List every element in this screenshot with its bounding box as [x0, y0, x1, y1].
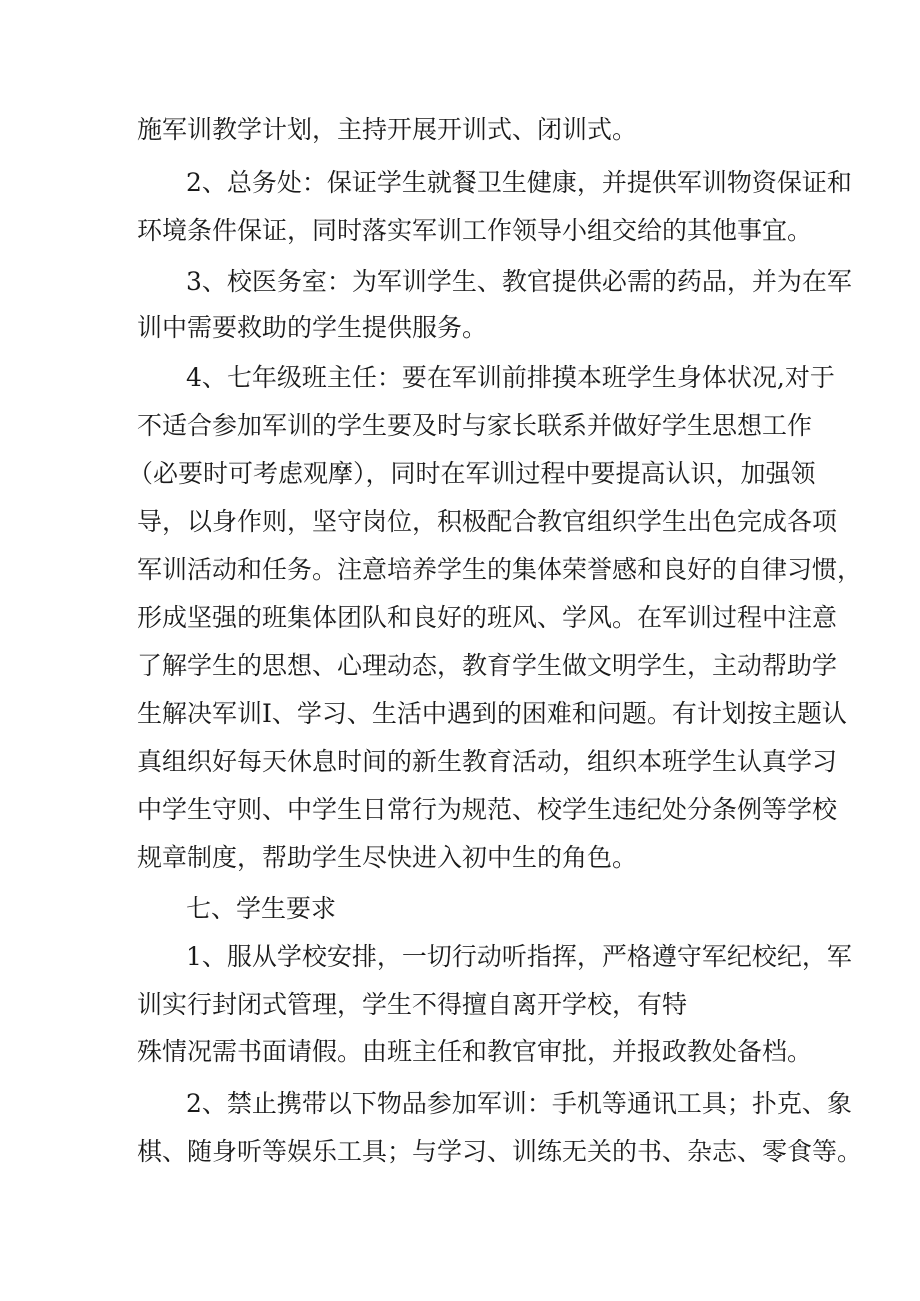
text-line: 环境条件保证，同时落实军训工作领导小组交给的其他事宜。	[137, 216, 813, 245]
text-line: 3、校医务室：为军训学生、教官提供必需的药品，并为在军	[186, 267, 852, 296]
text-line: 施军训教学计划，主持开展开训式、闭训式。	[137, 115, 638, 144]
text-line: 导，以身作则，坚守岗位，积极配合教官组织学生出色完成各项	[137, 507, 838, 536]
text-line: 2、总务处：保证学生就餐卫生健康，并提供军训物资保证和	[186, 168, 852, 197]
text-line: 形成坚强的班集体团队和良好的班风、学风。在军训过程中注意	[137, 603, 838, 632]
text-line: 中学生守则、中学生日常行为规范、校学生违纪处分条例等学校	[137, 795, 838, 824]
text-line: 生解决军训I、学习、生活中遇到的困难和问题。有计划按主题认	[137, 699, 847, 728]
text-line: 1、服从学校安排，一切行动听指挥，严格遵守军纪校纪，军	[186, 942, 852, 971]
text-line: 棋、随身听等娱乐工具；与学习、训练无关的书、杂志、零食等。	[137, 1137, 863, 1166]
section-heading: 七、学生要求	[186, 894, 337, 923]
text-line: 2、禁止携带以下物品参加军训：手机等通讯工具；扑克、象	[186, 1089, 852, 1118]
text-line: 了解学生的思想、心理动态，教育学生做文明学生，主动帮助学	[137, 651, 838, 680]
text-line: 军训活动和任务。注意培养学生的集体荣誉感和良好的自律习惯，	[137, 555, 863, 584]
text-line: 殊情况需书面请假。由班主任和教官审批，并报政教处备档。	[137, 1037, 813, 1066]
text-line: 真组织好每天休息时间的新生教育活动，组织本班学生认真学习	[137, 747, 838, 776]
text-line: 不适合参加军训的学生要及时与家长联系并做好学生思想工作	[137, 411, 813, 440]
text-line: 训中需要救助的学生提供服务。	[137, 313, 488, 342]
text-line: （必要时可考虑观摩），同时在军训过程中要提高认识，加强领	[128, 459, 816, 488]
text-line: 4、七年级班主任：要在军训前排摸本班学生身体状况,对于	[186, 363, 835, 392]
text-line: 规章制度，帮助学生尽快进入初中生的角色。	[137, 843, 638, 872]
text-line: 训实行封闭式管理，学生不得擅自离开学校，有特	[137, 990, 688, 1019]
